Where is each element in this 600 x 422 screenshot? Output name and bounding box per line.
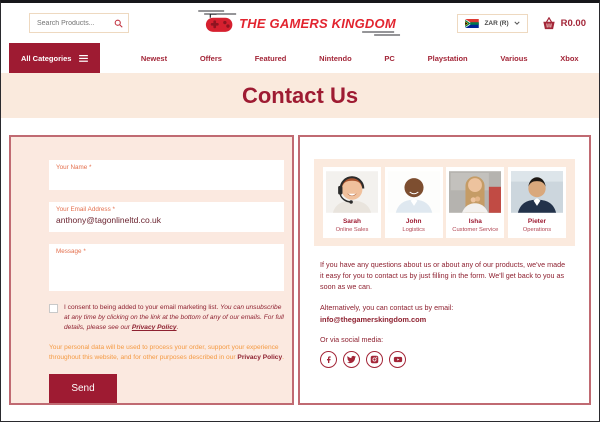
nav-link-offers[interactable]: Offers: [199, 53, 222, 63]
team-member-role: Operations: [522, 227, 552, 233]
name-field[interactable]: [49, 160, 284, 190]
social-links: [314, 351, 575, 368]
south-africa-flag-icon: [465, 19, 479, 28]
search-input[interactable]: [35, 19, 114, 28]
nav-link-nintendo[interactable]: Nintendo: [319, 53, 352, 63]
main-content: [9, 135, 591, 405]
all-categories-label: All Categories: [21, 53, 72, 63]
search-icon[interactable]: [114, 19, 123, 28]
team-member-name: John: [405, 218, 422, 225]
social-prompt-text: Or via social media:: [320, 335, 384, 345]
top-bar: [1, 3, 599, 43]
nav-link-newest[interactable]: Newest: [140, 53, 168, 63]
name-field-label: Your Name *: [56, 164, 92, 171]
john-photo: [388, 170, 440, 214]
sarah-photo: [326, 170, 378, 214]
team-member-name: Sarah: [342, 218, 362, 225]
consent-text: I consent to being added to your email marketing list. You can unsubscribe at any time by clicking on the link at the bottom of any of our emails. For full details, please see our Privacy Policy.: [64, 304, 284, 332]
message-input[interactable]: [56, 255, 277, 291]
email-field-label: Your Email Address *: [56, 206, 115, 213]
team-member-role: Customer Service: [452, 227, 499, 233]
send-button[interactable]: Send: [49, 374, 117, 403]
facebook-icon[interactable]: [320, 351, 337, 368]
email-input[interactable]: [56, 213, 277, 232]
nav-link-xbox[interactable]: Xbox: [560, 53, 579, 63]
isha-photo: [449, 170, 501, 214]
page-title: Contact Us: [241, 82, 359, 108]
team-card-isha: [446, 167, 504, 238]
nav-link-pc[interactable]: PC: [384, 53, 395, 63]
message-field-label: Message *: [56, 248, 86, 255]
search-box[interactable]: [29, 13, 129, 33]
privacy-policy-link[interactable]: Privacy Policy: [131, 324, 177, 332]
cart-total: R0.00: [560, 17, 586, 29]
instagram-icon[interactable]: [366, 351, 383, 368]
contact-email[interactable]: info@thegamerskingdom.com: [320, 315, 427, 325]
team-card-sarah: [323, 167, 381, 238]
nav-link-featured[interactable]: Featured: [254, 53, 287, 63]
consent-row: [49, 303, 284, 334]
privacy-policy-link-2[interactable]: Privacy Policy: [237, 353, 283, 361]
top-bar-right: [457, 14, 590, 33]
contact-form-panel: [9, 135, 294, 405]
name-input[interactable]: [56, 171, 277, 190]
main-nav: [1, 43, 599, 73]
currency-label: ZAR (R): [484, 19, 509, 27]
cart-button[interactable]: [542, 17, 590, 30]
site-logo[interactable]: [204, 12, 396, 34]
team-card-john: [385, 167, 443, 238]
basket-icon: [542, 17, 556, 30]
currency-selector[interactable]: [457, 14, 527, 33]
chevron-down-icon: [514, 21, 520, 25]
hamburger-icon: [79, 55, 88, 62]
youtube-icon[interactable]: [389, 351, 406, 368]
twitter-icon[interactable]: [343, 351, 360, 368]
personal-data-note: Your personal data will be used to process your order, support your experience throughout this website, and for other purposes described in our Privacy Policy.: [49, 343, 284, 361]
speed-lines-icon: [198, 10, 238, 16]
consent-checkbox[interactable]: [49, 304, 58, 313]
nav-link-playstation[interactable]: Playstation: [427, 53, 468, 63]
page-title-band: [1, 73, 599, 118]
speed-lines-icon: [360, 30, 400, 36]
all-categories-button[interactable]: [9, 43, 100, 73]
message-field[interactable]: [49, 244, 284, 291]
team-member-role: Online Sales: [335, 227, 369, 233]
team-strip: [314, 159, 575, 246]
team-member-role: Logistics: [402, 227, 425, 233]
team-card-pieter: [508, 167, 566, 238]
pieter-photo: [511, 170, 563, 214]
team-member-name: Isha: [468, 218, 482, 225]
contact-intro-text: If you have any questions about us or about any of our products, we've made it easy for you to contact us by just filling in the form. We'll get back to you as soon as we can.: [320, 260, 566, 292]
email-prompt-text: Alternatively, you can contact us by email:: [320, 303, 454, 313]
nav-link-various[interactable]: Various: [500, 53, 528, 63]
contact-info-panel: [298, 135, 591, 405]
nav-links: [100, 43, 599, 73]
team-member-name: Pieter: [527, 218, 546, 225]
site-title: THE GAMERS KINGDOM: [239, 15, 396, 31]
email-field[interactable]: [49, 202, 284, 232]
